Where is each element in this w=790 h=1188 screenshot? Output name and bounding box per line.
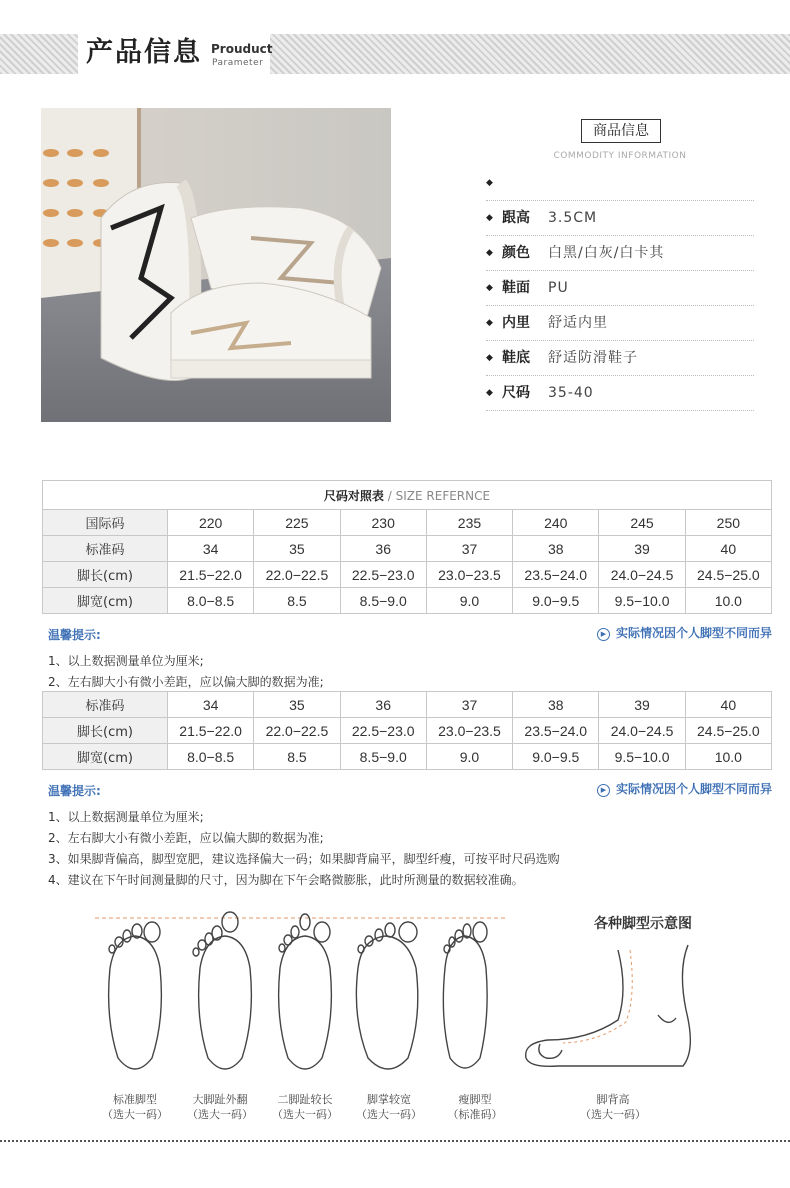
spec-value: 舒适防滑鞋子 xyxy=(548,350,638,366)
spec-row-heel xyxy=(486,201,754,236)
table-row xyxy=(43,562,772,588)
diamond-bullet-icon: ◆ xyxy=(486,388,493,398)
table-cell: 39 xyxy=(599,692,685,718)
table-cell: 24.5−25.0 xyxy=(685,562,771,588)
diamond-bullet-icon: ◆ xyxy=(486,353,493,363)
table-cell: 22.0−22.5 xyxy=(254,718,340,744)
table-cell: 36 xyxy=(340,536,426,562)
foot-type-label xyxy=(175,1092,265,1122)
foot-type-label xyxy=(344,1092,434,1122)
table-row xyxy=(43,692,772,718)
foot-outlines xyxy=(90,908,510,1083)
foot-type-advice: （选大一码） xyxy=(356,1108,422,1121)
foot-type-advice: （标准码） xyxy=(447,1108,503,1121)
commodity-title: 商品信息 xyxy=(581,119,661,143)
spec-row-color xyxy=(486,236,754,271)
spec-label: 鞋面 xyxy=(502,280,530,296)
note-line: 3、如果脚背偏高，脚型宽肥，建议选择偏大一码；如果脚背扁平，脚型纤瘦，可按平时尺码选购 xyxy=(48,852,560,866)
spec-value: 35-40 xyxy=(548,385,594,401)
table-cell: 9.0 xyxy=(426,588,512,614)
table-row xyxy=(43,588,772,614)
spec-row-size xyxy=(486,376,754,411)
row-header: 脚长(cm) xyxy=(43,718,168,744)
row-header: 标准码 xyxy=(43,536,168,562)
spec-row-upper xyxy=(486,271,754,306)
table-cell: 250 xyxy=(685,510,771,536)
table-cell: 38 xyxy=(513,536,599,562)
table-cell: 9.5−10.0 xyxy=(599,588,685,614)
diamond-bullet-icon: ◆ xyxy=(486,248,493,258)
table-cell: 8.5 xyxy=(254,744,340,770)
foot-type-name: 瘦脚型 xyxy=(458,1093,492,1106)
foot-type-name: 大脚趾外翻 xyxy=(192,1093,248,1106)
diamond-bullet-icon: ◆ xyxy=(486,318,493,328)
table-cell: 245 xyxy=(599,510,685,536)
foot-type-advice: （选大一码） xyxy=(580,1108,646,1121)
table-cell: 10.0 xyxy=(685,588,771,614)
table-cell: 23.5−24.0 xyxy=(513,562,599,588)
foot-type-label xyxy=(90,1092,180,1122)
spec-value: 舒适内里 xyxy=(548,315,608,331)
foot-type-label xyxy=(430,1092,520,1122)
product-photo xyxy=(41,108,391,422)
spec-value: 白黑/白灰/白卡其 xyxy=(548,245,665,261)
note-line: 1、以上数据测量单位为厘米; xyxy=(48,654,204,668)
table-cell: 10.0 xyxy=(685,744,771,770)
diamond-bullet-icon: ◆ xyxy=(486,213,493,223)
tip-note-text: 实际情况因个人脚型不同而异 xyxy=(615,626,772,640)
table-cell: 22.0−22.5 xyxy=(254,562,340,588)
foot-type-advice: （选大一码） xyxy=(272,1108,338,1121)
table-cell: 35 xyxy=(254,536,340,562)
foot-type-advice: （选大一码） xyxy=(102,1108,168,1121)
spec-row-lining xyxy=(486,306,754,341)
table-cell: 22.5−23.0 xyxy=(340,562,426,588)
size-table-title-cn: 尺码对照表 xyxy=(323,488,384,503)
diamond-bullet-icon: ◆ xyxy=(486,178,493,188)
page-title-en-sub: Parameter xyxy=(212,58,264,68)
table-cell: 235 xyxy=(426,510,512,536)
table-cell: 37 xyxy=(426,692,512,718)
foot-type-label xyxy=(568,1092,658,1122)
table-cell: 8.5 xyxy=(254,588,340,614)
table-cell: 36 xyxy=(340,692,426,718)
page-title-en: Prouduct xyxy=(211,42,273,56)
foot-type-name: 标准脚型 xyxy=(113,1093,157,1106)
spec-row xyxy=(486,166,754,201)
page-title: 产品信息 xyxy=(86,37,202,68)
size-table-2 xyxy=(42,691,772,770)
table-cell: 8.5−9.0 xyxy=(340,744,426,770)
high-instep-outline xyxy=(518,940,708,1080)
table-cell: 35 xyxy=(254,692,340,718)
note-line: 2、左右脚大小有微小差距，应以偏大脚的数据为准; xyxy=(48,675,324,689)
table-cell: 240 xyxy=(513,510,599,536)
table-cell: 24.0−24.5 xyxy=(599,718,685,744)
table-cell: 9.0 xyxy=(426,744,512,770)
table-cell: 24.5−25.0 xyxy=(685,718,771,744)
table-cell: 23.0−23.5 xyxy=(426,718,512,744)
table-cell: 37 xyxy=(426,536,512,562)
table-cell: 40 xyxy=(685,692,771,718)
spec-label: 颜色 xyxy=(502,245,530,261)
foot-type-label xyxy=(260,1092,350,1122)
spec-value: 3.5CM xyxy=(548,210,598,226)
table-cell: 40 xyxy=(685,536,771,562)
commodity-subtitle: COMMODITY INFORMATION xyxy=(553,151,687,161)
size-table-1 xyxy=(42,480,772,614)
table-cell: 230 xyxy=(340,510,426,536)
table-cell: 220 xyxy=(168,510,254,536)
table-cell: 9.0−9.5 xyxy=(513,744,599,770)
table-row xyxy=(43,536,772,562)
note-line: 4、建议在下午时间测量脚的尺寸，因为脚在下午会略微膨胀，此时所测量的数据较准确。 xyxy=(48,873,524,887)
table-cell: 39 xyxy=(599,536,685,562)
spec-label: 内里 xyxy=(502,315,530,331)
tip-note-text: 实际情况因个人脚型不同而异 xyxy=(615,782,772,796)
tip-heading: 温馨提示: xyxy=(48,628,101,642)
foot-type-name: 脚掌较宽 xyxy=(367,1093,411,1106)
row-header: 脚长(cm) xyxy=(43,562,168,588)
table-cell: 8.5−9.0 xyxy=(340,588,426,614)
row-header: 脚宽(cm) xyxy=(43,588,168,614)
tip-note xyxy=(597,780,772,797)
row-header: 标准码 xyxy=(43,692,168,718)
table-cell: 22.5−23.0 xyxy=(340,718,426,744)
table-cell: 8.0−8.5 xyxy=(168,588,254,614)
spec-label: 鞋底 xyxy=(502,350,530,366)
table-row xyxy=(43,744,772,770)
table-cell: 8.0−8.5 xyxy=(168,744,254,770)
table-row xyxy=(43,510,772,536)
table-cell: 225 xyxy=(254,510,340,536)
foot-type-advice: （选大一码） xyxy=(187,1108,253,1121)
table-cell: 24.0−24.5 xyxy=(599,562,685,588)
spec-label: 跟高 xyxy=(502,210,530,226)
table-cell: 9.0−9.5 xyxy=(513,588,599,614)
spec-value: PU xyxy=(548,280,569,296)
note-line: 1、以上数据测量单位为厘米; xyxy=(48,810,204,824)
table-cell: 9.5−10.0 xyxy=(599,744,685,770)
note-line: 2、左右脚大小有微小差距，应以偏大脚的数据为准; xyxy=(48,831,324,845)
table-cell: 34 xyxy=(168,692,254,718)
circle-arrow-icon: ▶ xyxy=(597,784,610,797)
row-header: 脚宽(cm) xyxy=(43,744,168,770)
spec-row-sole xyxy=(486,341,754,376)
table-cell: 21.5−22.0 xyxy=(168,562,254,588)
table-cell: 34 xyxy=(168,536,254,562)
table-row xyxy=(43,718,772,744)
foot-type-name: 二脚趾较长 xyxy=(277,1093,333,1106)
foot-types-title: 各种脚型示意图 xyxy=(594,916,692,932)
table-cell: 21.5−22.0 xyxy=(168,718,254,744)
circle-arrow-icon: ▶ xyxy=(597,628,610,641)
table-cell: 23.5−24.0 xyxy=(513,718,599,744)
tip-heading: 温馨提示: xyxy=(48,784,101,798)
footer-divider xyxy=(0,1140,790,1142)
spec-label: 尺码 xyxy=(502,385,530,401)
size-table-title xyxy=(43,481,772,510)
row-header: 国际码 xyxy=(43,510,168,536)
size-table-title-row xyxy=(43,481,772,510)
diamond-bullet-icon: ◆ xyxy=(486,283,493,293)
table-cell: 23.0−23.5 xyxy=(426,562,512,588)
size-table-title-en: / SIZE REFERNCE xyxy=(387,488,491,503)
foot-type-name: 脚背高 xyxy=(596,1093,630,1106)
table-cell: 38 xyxy=(513,692,599,718)
tip-note xyxy=(597,624,772,641)
